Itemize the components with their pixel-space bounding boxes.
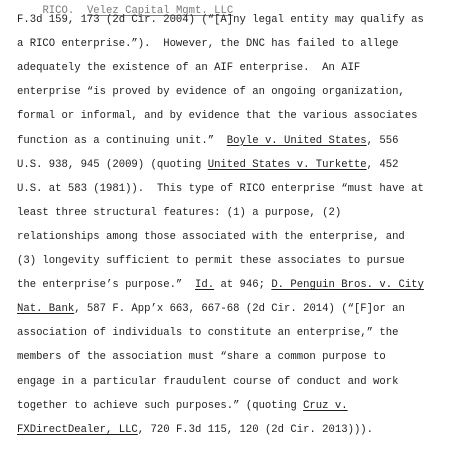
- line-text: U.S. at 583 (1981)). This type of RICO enterprise “must have at: [17, 182, 424, 195]
- line-text: formal or informal, and by evidence that the various associates: [17, 110, 418, 123]
- text-line: [17, 159, 398, 171]
- case-citation: United States v. Turkette: [207, 158, 367, 171]
- line-text: adequately the existence of an AIF enterprise. An AIF: [17, 62, 361, 75]
- text-line: [17, 207, 341, 219]
- line-text: engage in a particular fraudulent course of conduct and work: [17, 375, 399, 388]
- text-line: [17, 183, 424, 195]
- text-line: [17, 303, 405, 315]
- line-text: members of the association must “share a common purpose to: [17, 351, 386, 364]
- text-line: [17, 351, 386, 363]
- line-text: enterprise “is proved by evidence of an ongoing organization,: [17, 86, 405, 99]
- case-citation: Boyle v. United States: [226, 134, 367, 147]
- case-citation: Cruz v.: [303, 399, 348, 412]
- case-citation: Id.: [195, 279, 215, 292]
- text-line: [17, 86, 405, 98]
- line-text: together to achieve such purposes.” (quoting: [17, 399, 304, 412]
- line-text: a RICO enterprise.”). However, the DNC has failed to allege: [17, 38, 399, 51]
- line-text: the enterprise’s purpose.”: [17, 279, 196, 292]
- text-line: [17, 255, 405, 267]
- line-text: F.3d 159, 173 (2d Cir. 2004) (“[A]ny legal entity may qualify as: [17, 14, 424, 26]
- line-text: , 587 F. App’x 663, 667-68 (2d Cir. 2014) (“[F]or an: [74, 303, 405, 316]
- line-text: function as a continuing unit.”: [17, 134, 227, 147]
- line-text: U.S. 938, 945 (2009) (quoting: [17, 158, 208, 171]
- text-line: [17, 135, 398, 147]
- line-text: association of individuals to constitute an enterprise,” the: [17, 327, 399, 340]
- text-line: [17, 327, 398, 339]
- line-text: (3) longevity sufficient to permit these associates to pursue: [17, 255, 405, 267]
- text-line: [17, 424, 373, 436]
- line-text: least three structural features: (1) a purpose, (2): [17, 206, 342, 219]
- text-line: [17, 62, 360, 74]
- text-line: [17, 279, 424, 291]
- text-line: [17, 400, 348, 412]
- case-citation: FXDirectDealer, LLC: [17, 423, 138, 436]
- line-text: at 946;: [214, 279, 272, 292]
- text-line: [17, 110, 418, 122]
- text-line: [17, 14, 424, 26]
- line-text: , 556: [366, 134, 399, 147]
- case-citation: Nat. Bank: [17, 303, 75, 316]
- line-text: , 452: [366, 158, 399, 171]
- text-line: [17, 376, 398, 388]
- line-text: , 720 F.3d 115, 120 (2d Cir. 2013))).: [137, 423, 374, 436]
- cropped-text: RICO.: [42, 5, 75, 17]
- text-line: [17, 38, 398, 50]
- text-line: [17, 231, 405, 243]
- line-text: relationships among those associated with the enterprise, and: [17, 230, 405, 243]
- cropped-citation: Velez Capital Mgmt. LLC: [86, 5, 234, 17]
- case-citation: D. Penguin Bros. v. City: [271, 279, 424, 292]
